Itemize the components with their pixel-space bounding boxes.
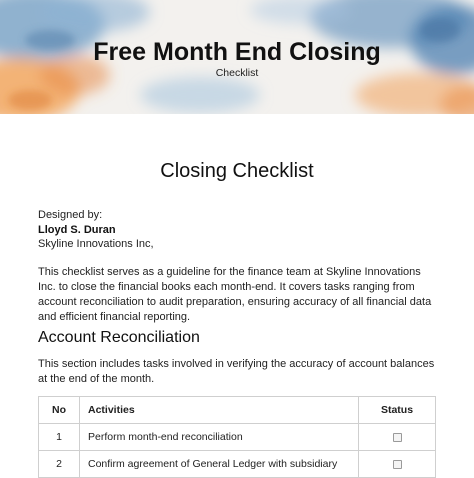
table-row xyxy=(39,451,436,478)
row-number: 1 xyxy=(39,424,80,451)
company-name: Skyline Innovations Inc, xyxy=(38,238,154,250)
status-checkbox[interactable] xyxy=(393,433,402,442)
status-cell xyxy=(359,451,436,478)
banner-subtitle: Checklist xyxy=(215,67,259,79)
status-cell xyxy=(359,424,436,451)
checklist-table xyxy=(38,396,436,478)
header-no: No xyxy=(39,397,80,424)
table-header-row xyxy=(39,397,436,424)
status-checkbox[interactable] xyxy=(393,460,402,469)
row-activity: Confirm agreement of General Ledger with subsidiary xyxy=(80,451,359,478)
section-description: This section includes tasks involved in verifying the accuracy of account balances at the end of the month. xyxy=(38,358,435,385)
author-name: Lloyd S. Duran xyxy=(38,224,116,236)
header-status: Status xyxy=(359,397,436,424)
row-activity: Perform month-end reconciliation xyxy=(80,424,359,451)
banner-title: Free Month End Closing xyxy=(93,38,381,66)
table-row xyxy=(39,424,436,451)
section-heading: Account Reconciliation xyxy=(38,329,200,346)
document-title: Closing Checklist xyxy=(160,160,314,182)
designed-by-label: Designed by: xyxy=(38,209,103,221)
header-activities: Activities xyxy=(80,397,359,424)
header-banner xyxy=(0,0,474,114)
intro-paragraph: This checklist serves as a guideline for the finance team at Skyline Innovations Inc. to close the financial books each month-end. It covers tasks ranging from account reconciliation to audit preparation, ensuring accuracy of all financial data and efficient financial reporting. xyxy=(38,266,432,323)
row-number: 2 xyxy=(39,451,80,478)
